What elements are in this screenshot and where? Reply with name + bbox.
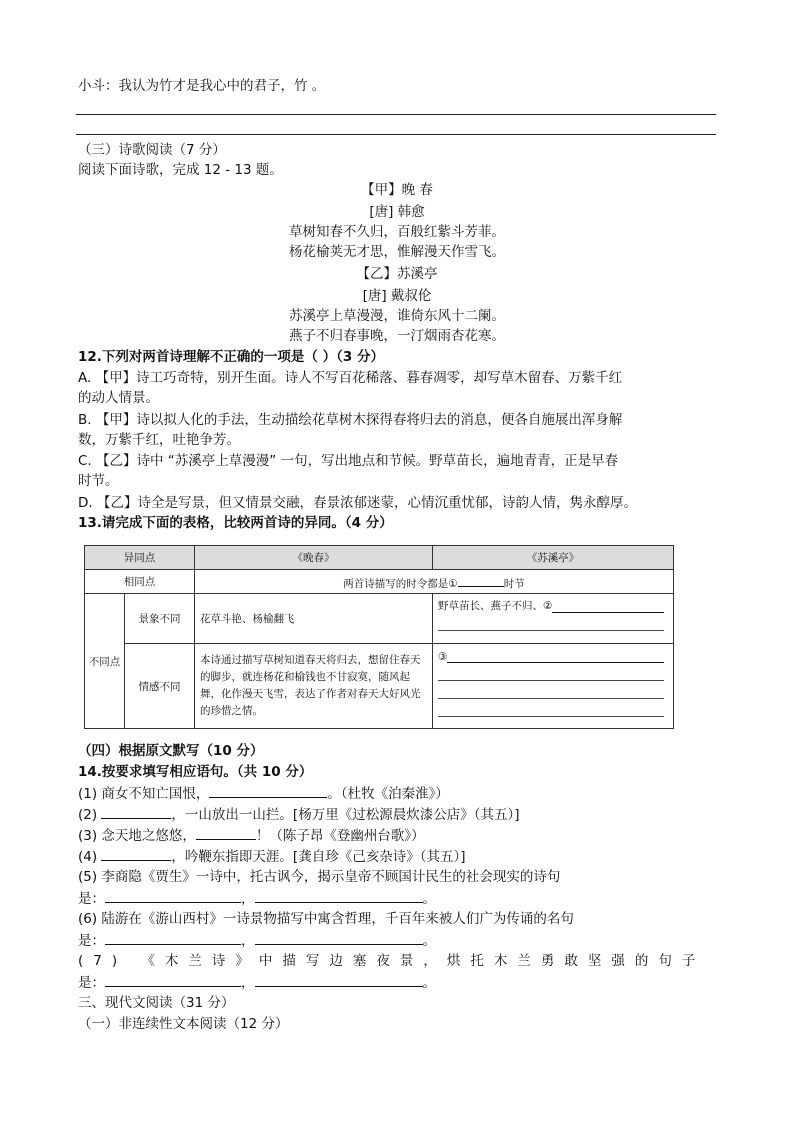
q14-item-4 xyxy=(78,846,465,867)
item-text: (3) 念天地之悠悠， xyxy=(78,828,196,844)
blank-2[interactable] xyxy=(552,598,664,613)
subsection-heading: （一）非连续性文本阅读（12 分） xyxy=(78,1016,289,1032)
instruction: 阅读下面诗歌，完成 12 - 13 题。 xyxy=(78,162,283,178)
item-text: 是： xyxy=(78,975,105,991)
scene-wanchun: 花草斗艳、杨榆翻飞 xyxy=(195,594,433,644)
item-text: 。 xyxy=(422,933,436,949)
blank-3[interactable] xyxy=(447,648,664,663)
poem-b-line: 燕子不归春事晚，一汀烟雨杏花寒。 xyxy=(289,328,505,344)
emotion-suxi-marker: ③ xyxy=(438,651,448,663)
answer-blank[interactable] xyxy=(105,972,241,987)
q12-stem: 12.下列对两首诗理解不正确的一项是（ ）（3 分） xyxy=(78,349,384,365)
intro-line: 小斗：我认为竹才是我心中的君子，竹 。 xyxy=(78,78,326,94)
q12-option-d: D. 【乙】诗全是写景，但又情景交融，春景浓郁迷蒙，心情沉重忧郁，诗韵人情，隽永醇厚。 xyxy=(78,495,637,511)
same-text-post: 时节 xyxy=(503,578,525,590)
item-text: ，一山放出一山拦。[杨万里《过松源晨炊漆公店》（其五）] xyxy=(171,807,520,823)
item-text: 。 xyxy=(422,891,436,907)
q14-item-1 xyxy=(78,783,449,804)
answer-rule xyxy=(76,134,716,135)
item-text: (1) 商女不知亡国恨， xyxy=(78,786,210,802)
q14-item-2 xyxy=(78,804,519,825)
item-text: ， xyxy=(241,933,255,949)
part-heading: 三、现代文阅读（31 分） xyxy=(78,995,235,1011)
emotion-wanchun: 本诗通过描写草树知道春天将归去，想留住春天的脚步，就连杨花和榆钱也不甘寂寞，随风起舞，化作漫天飞雪，表达了作者对春天大好风光的珍惜之情。 xyxy=(195,644,433,729)
item-text: ， xyxy=(241,891,255,907)
item-text: 。 xyxy=(422,975,436,991)
poem-b-author: [唐] 戴叔伦 xyxy=(362,288,432,304)
answer-blank[interactable] xyxy=(105,930,241,945)
blank-1[interactable] xyxy=(458,572,504,587)
q12-option-a: A. 【甲】诗工巧奇特，别开生面。诗人不写百花稀落、暮春凋零，却写草木留春、万紫千红 xyxy=(78,370,623,386)
answer-rule xyxy=(76,114,716,115)
diff-label: 不同点 xyxy=(85,594,125,729)
q12-option-a-cont: 的动人情景。 xyxy=(78,390,159,406)
blank-line[interactable] xyxy=(438,699,664,717)
answer-blank[interactable] xyxy=(255,930,423,945)
comparison-table xyxy=(84,545,674,729)
blank-line[interactable] xyxy=(438,681,664,699)
same-label: 相同点 xyxy=(85,570,195,594)
header-suxi: 《苏溪亭》 xyxy=(433,546,674,570)
item-text: ，吟鞭东指即天涯。[龚自珍《己亥杂诗》（其五）] xyxy=(171,849,466,865)
emotion-suxi-cell[interactable] xyxy=(433,644,674,729)
item-text: 是： xyxy=(78,891,105,907)
header-point: 异同点 xyxy=(85,546,195,570)
q14-item-5: (5) 李商隐《贾生》一诗中，托古讽今，揭示皇帝不顾国计民生的社会现实的诗句 xyxy=(78,869,561,885)
scene-label: 景象不同 xyxy=(125,594,195,644)
poem-a-line: 杨花榆荚无才思，惟解漫天作雪飞。 xyxy=(289,244,505,260)
answer-blank[interactable] xyxy=(105,888,241,903)
q12-option-b-cont: 数，万紫千红，吐艳争芳。 xyxy=(78,432,240,448)
item-text: (4) xyxy=(78,849,102,865)
poem-a-author: [唐] 韩愈 xyxy=(369,204,425,220)
blank-line[interactable] xyxy=(438,663,664,681)
q12-option-c: C. 【乙】诗中 “苏溪亭上草漫漫” 一句，写出地点和节候。野草苗长，遍地青青，正是早春 xyxy=(78,453,619,469)
item-text: 。（杜牧《泊秦淮》） xyxy=(327,786,449,802)
scene-suxi-text: 野草苗长、燕子不归、② xyxy=(438,600,553,612)
q12-option-b: B. 【甲】诗以拟人化的手法，生动描绘花草树木探得春将归去的消息，便各自施展出浑身解 xyxy=(78,412,623,428)
q14-item-6-cont xyxy=(78,930,436,951)
answer-blank[interactable] xyxy=(101,804,171,819)
answer-blank[interactable] xyxy=(101,846,171,861)
poem-b-title: 【乙】苏溪亭 xyxy=(356,266,438,282)
q14-item-7: (7) 《木兰诗》中描写边塞夜景，烘托木兰勇敢坚强的句子 xyxy=(78,953,706,969)
scene-suxi-cell[interactable] xyxy=(433,594,674,644)
poem-a-title: 【甲】晚 春 xyxy=(361,182,433,198)
poem-b-line: 苏溪亭上草漫漫，谁倚东风十二阑。 xyxy=(289,308,505,324)
blank-line[interactable] xyxy=(438,613,664,631)
answer-blank[interactable] xyxy=(255,888,423,903)
answer-blank[interactable] xyxy=(255,972,423,987)
header-wanchun: 《晚春》 xyxy=(195,546,433,570)
item-text: (2) xyxy=(78,807,102,823)
section-heading: （三）诗歌阅读（7 分） xyxy=(78,142,226,158)
q14-item-7-cont xyxy=(78,972,436,993)
item-text: 是： xyxy=(78,933,105,949)
q12-option-c-cont: 时节。 xyxy=(78,473,119,489)
poem-a-line: 草树知春不久归，百般红紫斗芳菲。 xyxy=(289,224,505,240)
item-text: ！（陈子昂《登幽州台歌》） xyxy=(255,828,425,844)
same-cell xyxy=(195,570,674,594)
q14-item-3 xyxy=(78,825,425,846)
q14-item-5-cont xyxy=(78,888,436,909)
q13-stem: 13.请完成下面的表格，比较两首诗的异同。（4 分） xyxy=(78,515,393,531)
emotion-label: 情感不同 xyxy=(125,644,195,729)
answer-blank[interactable] xyxy=(209,783,327,798)
answer-blank[interactable] xyxy=(196,825,256,840)
same-text-pre: 两首诗描写的时令都是① xyxy=(343,578,458,590)
item-text: ， xyxy=(241,975,255,991)
section-heading: （四）根据原文默写（10 分） xyxy=(78,743,264,759)
q14-stem: 14.按要求填写相应语句。（共 10 分） xyxy=(78,764,313,780)
q14-item-6: (6) 陆游在《游山西村》一诗景物描写中寓含哲理，千百年来被人们广为传诵的名句 xyxy=(78,911,574,927)
